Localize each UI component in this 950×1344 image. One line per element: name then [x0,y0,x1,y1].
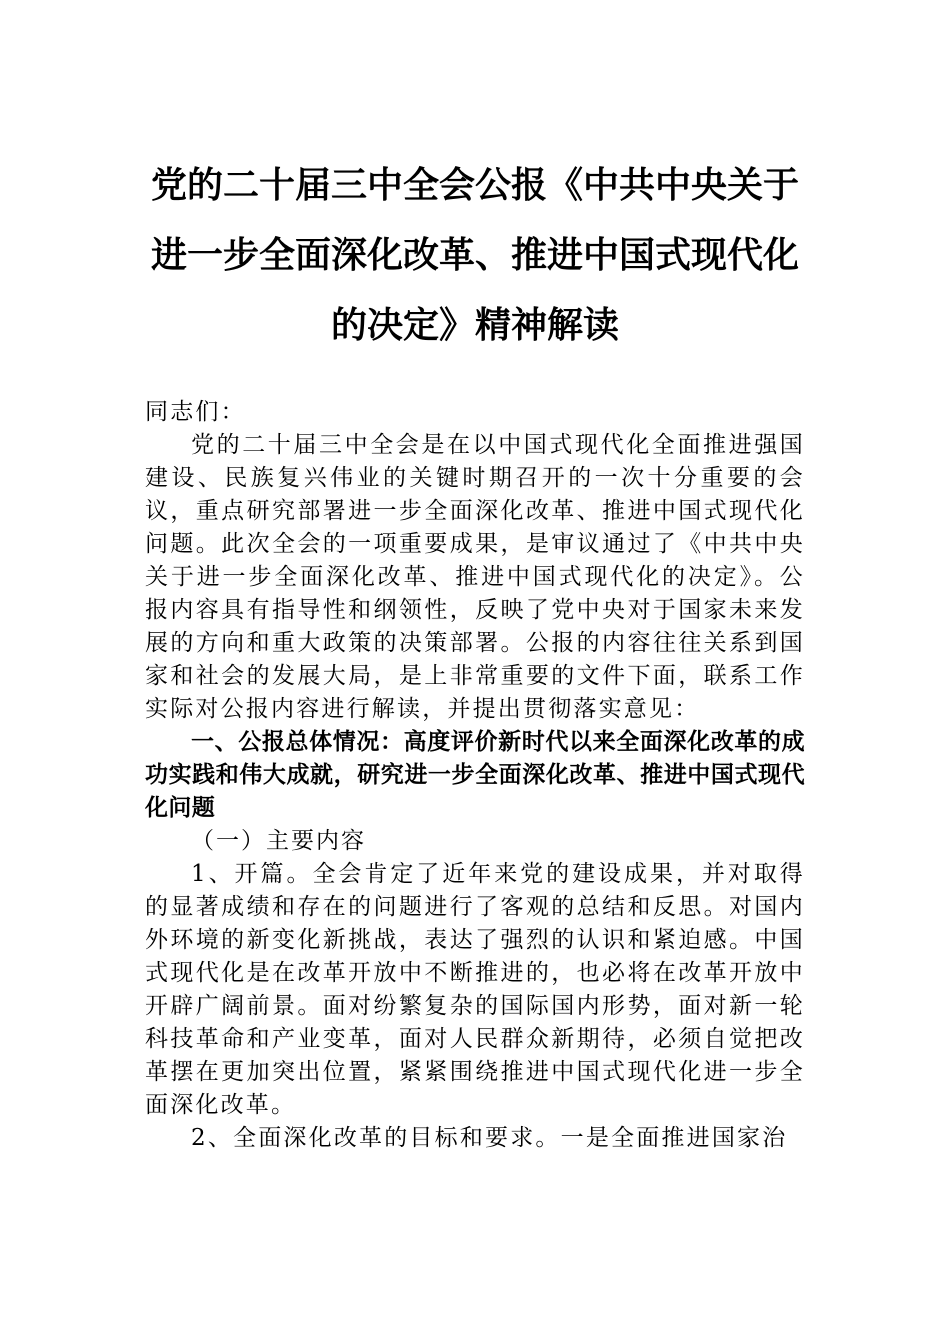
subsection-heading-1: （一）主要内容 [191,828,366,854]
intro-paragraph: 党的二十届三中全会是在以中国式现代化全面推进强国建设、民族复兴伟业的关键时期召开的一次十分重要的会议，重点研究部署进一步全面深化改革、推进中国式现代化问题。此次全会的一项重要成果，是审议通过了《中共中央关于进一步全面深化改革、推进中国式现代化的决定》。公报内容具有指导性和纲领性，反映了党中央对于国家未来发展的方向和重大政策的决策部署。公报的内容往往关系到国家和社会的发展大局，是上非常重要的文件下面，联系工作实际对公报内容进行解读，并提出贯彻落实意见： [145,432,805,722]
salutation: 同志们： [145,399,246,425]
document-title: 党的二十届三中全会公报《中共中央关于进一步全面深化改革、推进中国式现代化的决定》精神解读 [150,164,799,346]
list-item-1: 1、开篇。全会肯定了近年来党的建设成果，并对取得的显著成绩和存在的问题进行了客观的总结和反思。对国内外环境的新变化新挑战，表达了强烈的认识和紧迫感。中国式现代化是在改革开放中不断推进的，也必将在改革开放中开辟广阔前景。面对纷繁复杂的国际国内形势，面对新一轮科技革命和产业变革，面对人民群众新期待，必须自觉把改革摆在更加突出位置，紧紧围绕推进中国式现代化进一步全面深化改革。 [145,861,805,1118]
list-item-2: 2、全面深化改革的目标和要求。一是全面推进国家治 [191,1125,788,1151]
section-heading-1: 一、公报总体情况：高度评价新时代以来全面深化改革的成功实践和伟大成就，研究进一步全面深化改革、推进中国式现代化问题 [145,729,805,821]
document-body [145,396,805,1155]
